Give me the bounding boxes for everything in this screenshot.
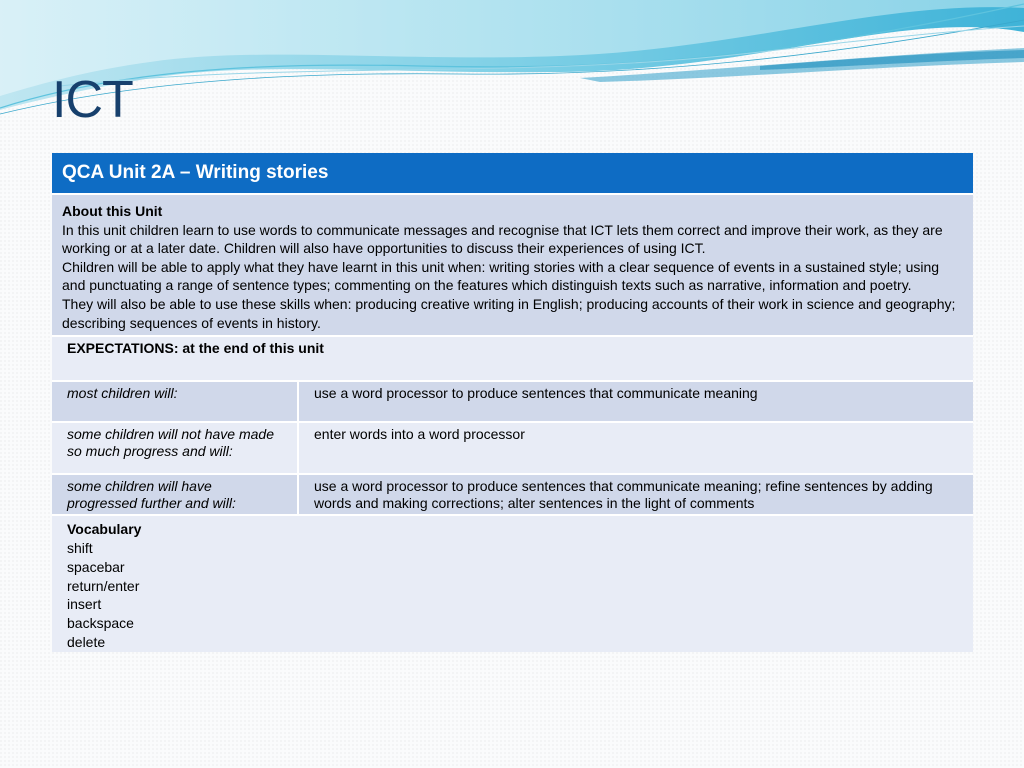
vocabulary-word: backspace	[67, 615, 134, 632]
expectation-outcome: use a word processor to produce sentences that communicate meaning	[298, 381, 973, 422]
header-wave-decoration	[0, 0, 1024, 130]
about-unit-section	[52, 194, 973, 336]
expectation-outcome: use a word processor to produce sentences that communicate meaning; refine sentences by adding words and making corrections; alter sentences in the light of comments	[298, 474, 973, 515]
vocabulary-word: shift	[67, 539, 93, 556]
expectation-row	[52, 381, 973, 422]
about-paragraph: They will also be able to use these skills when: producing creative writing in English; producing accounts of their work in science and geography; describing sequences of events in history.	[62, 295, 956, 331]
expectation-row	[52, 474, 973, 515]
about-title: About this Unit	[62, 203, 163, 219]
expectation-row	[52, 422, 973, 474]
vocabulary-section	[52, 515, 973, 652]
vocabulary-title: Vocabulary	[67, 521, 142, 538]
expectation-group: some children will have progressed further and will:	[52, 474, 298, 515]
unit-heading: QCA Unit 2A – Writing stories	[52, 153, 973, 194]
expectations-heading: EXPECTATIONS: at the end of this unit	[52, 336, 973, 381]
vocabulary-word: spacebar	[67, 558, 125, 575]
slide-title: ICT	[52, 71, 133, 129]
expectation-group: most children will:	[52, 381, 298, 422]
about-paragraph: In this unit children learn to use words to communicate messages and recognise that ICT lets them correct and improve their work, as they are working or at a later date. Children will also have opportunities to discuss their experiences of using ICT.	[62, 221, 943, 257]
vocabulary-list	[67, 539, 958, 652]
expectation-group: some children will not have made so much progress and will:	[52, 422, 298, 474]
vocabulary-word: delete	[67, 633, 106, 650]
unit-table	[52, 153, 973, 652]
vocabulary-word: insert	[67, 596, 102, 613]
expectation-outcome: enter words into a word processor	[298, 422, 973, 474]
vocabulary-word: return/enter	[67, 577, 140, 594]
about-paragraph: Children will be able to apply what they have learnt in this unit when: writing stories with a clear sequence of events in a sustained style; using and punctuating a range of sentence types; commenting on the features which distinguish texts such as narrative, information and poetry.	[62, 258, 940, 294]
